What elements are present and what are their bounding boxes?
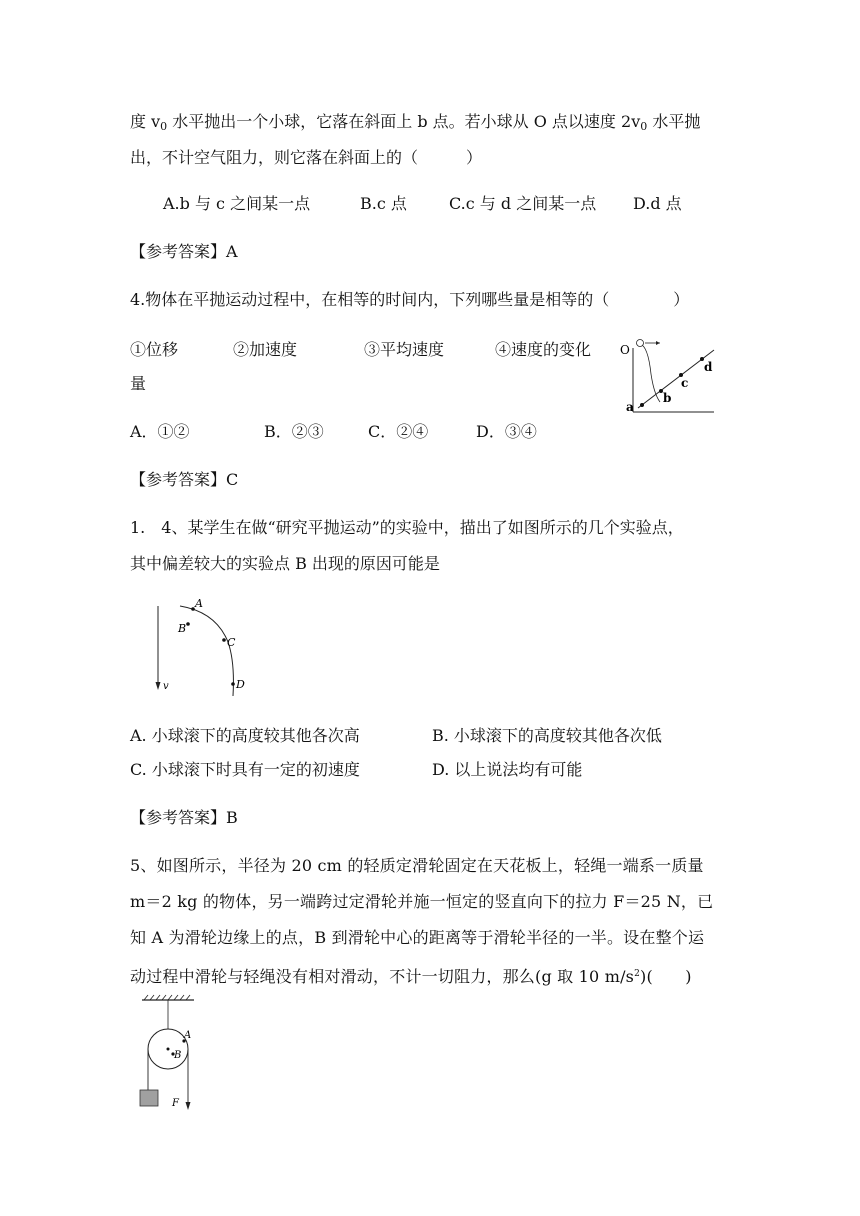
q6-pulley-figure bbox=[138, 994, 198, 1112]
q6-label-a: A bbox=[184, 1030, 192, 1041]
q4-ball-icon bbox=[637, 340, 644, 347]
q4-point-a bbox=[640, 403, 644, 407]
q6-label-f: F bbox=[172, 1098, 179, 1109]
q5-label-c: C bbox=[227, 636, 236, 649]
q5-option-c: C. 小球滚下时具有一定的初速度 bbox=[130, 760, 360, 779]
q3-option-a: A.b 与 c 之间某一点 bbox=[163, 194, 311, 213]
q4-item-2: ②加速度 bbox=[233, 340, 298, 359]
q6-pulley-center bbox=[167, 1048, 170, 1051]
q4-option-d: D．③④ bbox=[476, 422, 537, 441]
q5-point-c bbox=[222, 638, 226, 642]
q6-label-b: B bbox=[174, 1050, 182, 1061]
q4-stem: 4.物体在平抛运动过程中，在相等的时间内，下列哪些量是相等的（ ） bbox=[130, 290, 690, 309]
q6-mass-block bbox=[140, 1090, 158, 1106]
q6-stem-line-2: m＝2 kg 的物体，另一端跨过定滑轮并施一恒定的竖直向下的拉力 F＝25 N，已 bbox=[130, 892, 714, 911]
q3-option-d: D.d 点 bbox=[633, 194, 682, 213]
q6-stem-line-3: 知 A 为滑轮边缘上的点，B 到滑轮中心的距离等于滑轮半径的一半。设在整个运 bbox=[130, 928, 705, 947]
q5-trajectory-figure bbox=[150, 596, 250, 700]
q4-label-o: O bbox=[620, 343, 630, 357]
q6-ceiling-hatch bbox=[144, 995, 190, 1000]
q3-answer: 【参考答案】A bbox=[130, 242, 238, 261]
q3-stem-line-2: 出，不计空气阻力，则它落在斜面上的（ ） bbox=[130, 148, 483, 167]
q5-option-a: A. 小球滚下的高度较其他各次高 bbox=[130, 726, 360, 745]
q6-stem-line-4: 动过程中滑轮与轻绳没有相对滑动，不计一切阻力，那么(g 取 10 $m/s^2$)( ) bbox=[130, 967, 692, 986]
q4-item-4: ④速度的变化 bbox=[495, 340, 592, 359]
q5-axis-arrow-icon bbox=[156, 682, 161, 690]
q5-point-d bbox=[231, 682, 235, 686]
q4-arrow-head-icon bbox=[656, 341, 660, 345]
q4-label-a: a bbox=[626, 400, 634, 414]
q4-option-a: A．①② bbox=[130, 422, 190, 441]
q5-label-d: D bbox=[236, 678, 245, 691]
q4-option-b: B．②③ bbox=[264, 422, 324, 441]
q4-label-b: b bbox=[663, 391, 672, 405]
q4-label-d: d bbox=[704, 360, 713, 374]
q4-item-1: ①位移 bbox=[130, 340, 179, 359]
q4-label-c: c bbox=[681, 376, 689, 390]
q5-curve bbox=[180, 606, 233, 696]
q5-point-b bbox=[186, 622, 190, 626]
q4-incline-figure bbox=[618, 334, 718, 416]
q4-item-cont: 量 bbox=[130, 374, 147, 393]
q3-stem-line-1: 度 $v_0$ 水平抛出一个小球，它落在斜面上 b 点。若小球从 O 点以速度 $2v_0$ 水平抛 bbox=[130, 112, 701, 133]
q5-option-b: B. 小球滚下的高度较其他各次低 bbox=[432, 726, 662, 745]
q4-answer: 【参考答案】C bbox=[130, 470, 239, 489]
q5-label-b: B bbox=[178, 622, 187, 635]
q3-option-c: C.c 与 d 之间某一点 bbox=[449, 194, 597, 213]
q6-stem-line-1: 5、如图所示，半径为 20 cm 的轻质定滑轮固定在天花板上，轻绳一端系一质量 bbox=[130, 856, 704, 875]
q4-option-c: C．②④ bbox=[368, 422, 429, 441]
q4-item-3: ③平均速度 bbox=[364, 340, 445, 359]
q5-label-a: A bbox=[195, 597, 203, 610]
q5-label-v: v bbox=[163, 681, 169, 692]
q5-answer: 【参考答案】B bbox=[130, 808, 238, 827]
q5-stem-line-1: 1. 4、某学生在做“研究平抛运动”的实验中，描出了如图所示的几个实验点， bbox=[130, 518, 684, 537]
q6-force-arrow-icon bbox=[186, 1102, 191, 1110]
q3-option-b: B.c 点 bbox=[360, 194, 407, 213]
q5-option-d: D. 以上说法均有可能 bbox=[432, 760, 583, 779]
q5-stem-line-2: 其中偏差较大的实验点 B 出现的原因可能是 bbox=[130, 554, 440, 573]
